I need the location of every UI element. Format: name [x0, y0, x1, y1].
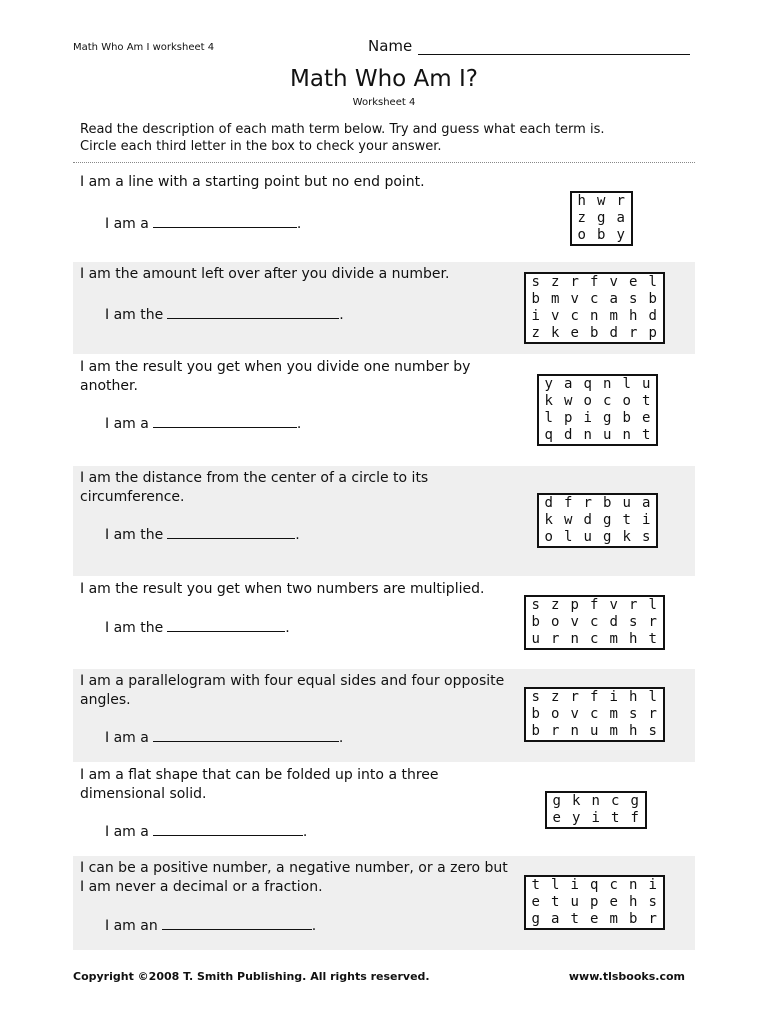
grid-row: [539, 410, 656, 427]
grid-letter[interactable]: k: [544, 393, 553, 409]
grid-letter[interactable]: l: [551, 877, 560, 893]
answer-line: [105, 413, 301, 432]
answer-blank[interactable]: [167, 617, 285, 632]
answer-prefix: I am a: [105, 730, 149, 746]
answer-blank[interactable]: [153, 213, 297, 228]
grid-letter[interactable]: r: [648, 614, 657, 630]
grid-letter[interactable]: s: [531, 597, 540, 613]
website-link[interactable]: www.tlsbooks.com: [568, 970, 685, 983]
letter-grid: [570, 191, 633, 246]
grid-row: [526, 274, 663, 291]
question-description: I am a line with a starting point but no end point.: [80, 174, 425, 190]
instruction-line: Read the description of each math term below. Try and guess what each term is.: [80, 122, 605, 137]
grid-letter[interactable]: l: [564, 529, 573, 545]
grid-letter[interactable]: i: [570, 877, 579, 893]
grid-letter[interactable]: i: [531, 308, 540, 324]
grid-letter[interactable]: z: [531, 325, 540, 341]
grid-row: [526, 894, 663, 911]
grid-letter[interactable]: f: [590, 597, 599, 613]
page-subtitle: Worksheet 4: [352, 97, 416, 108]
answer-line: [105, 915, 316, 934]
grid-letter[interactable]: n: [570, 723, 579, 739]
grid-letter[interactable]: b: [597, 227, 606, 243]
grid-letter[interactable]: w: [564, 512, 573, 528]
grid-letter[interactable]: k: [572, 793, 581, 809]
grid-letter[interactable]: m: [609, 308, 618, 324]
grid-letter[interactable]: a: [642, 495, 651, 511]
grid-letter[interactable]: n: [603, 376, 612, 392]
grid-letter[interactable]: t: [642, 427, 651, 443]
grid-letter[interactable]: l: [544, 410, 553, 426]
answer-suffix: .: [338, 730, 344, 746]
answer-prefix: I am a: [105, 216, 149, 232]
grid-letter[interactable]: r: [551, 631, 560, 647]
grid-row: [572, 227, 631, 244]
grid-letter[interactable]: e: [629, 274, 638, 290]
grid-letter[interactable]: k: [544, 512, 553, 528]
grid-row: [572, 210, 631, 227]
grid-letter[interactable]: b: [590, 325, 599, 341]
grid-letter[interactable]: h: [629, 631, 638, 647]
grid-row: [526, 308, 663, 325]
grid-letter[interactable]: m: [609, 706, 618, 722]
grid-row: [539, 512, 656, 529]
question-3: [73, 355, 695, 463]
answer-suffix: .: [302, 824, 308, 840]
grid-letter[interactable]: c: [590, 291, 599, 307]
grid-row: [526, 614, 663, 631]
grid-letter[interactable]: g: [552, 793, 561, 809]
grid-row: [539, 495, 656, 512]
grid-letter[interactable]: r: [583, 495, 592, 511]
grid-letter[interactable]: p: [564, 410, 573, 426]
grid-letter[interactable]: a: [609, 291, 618, 307]
grid-row: [526, 706, 663, 723]
grid-letter[interactable]: o: [551, 706, 560, 722]
question-description: I can be a positive number, a negative number, or a zero but I am never a decimal or a fraction.: [80, 860, 508, 895]
grid-letter[interactable]: d: [564, 427, 573, 443]
answer-prefix: I am the: [105, 527, 164, 543]
grid-letter[interactable]: b: [648, 291, 657, 307]
answer-suffix: .: [296, 216, 302, 232]
grid-letter[interactable]: q: [590, 877, 599, 893]
answer-line: [105, 213, 301, 232]
grid-row: [539, 376, 656, 393]
answer-prefix: I am a: [105, 824, 149, 840]
grid-letter[interactable]: m: [609, 723, 618, 739]
name-field[interactable]: [368, 37, 690, 55]
grid-letter[interactable]: t: [531, 877, 540, 893]
letter-grid: [524, 595, 665, 650]
grid-letter[interactable]: a: [564, 376, 573, 392]
grid-letter[interactable]: p: [590, 894, 599, 910]
grid-letter[interactable]: v: [609, 274, 618, 290]
grid-letter[interactable]: r: [551, 723, 560, 739]
answer-blank[interactable]: [153, 727, 339, 742]
question-5: [73, 577, 695, 667]
grid-letter[interactable]: c: [611, 793, 620, 809]
grid-letter[interactable]: r: [570, 689, 579, 705]
instructions: [80, 121, 700, 155]
grid-letter[interactable]: a: [616, 210, 625, 226]
grid-letter[interactable]: o: [544, 529, 553, 545]
grid-letter[interactable]: p: [570, 597, 579, 613]
grid-letter[interactable]: n: [622, 427, 631, 443]
answer-blank[interactable]: [162, 915, 312, 930]
grid-letter[interactable]: s: [629, 614, 638, 630]
question-2: [73, 262, 695, 354]
grid-letter[interactable]: n: [570, 631, 579, 647]
grid-letter[interactable]: i: [642, 512, 651, 528]
grid-letter[interactable]: t: [611, 810, 620, 826]
grid-letter[interactable]: c: [590, 614, 599, 630]
grid-letter[interactable]: q: [544, 427, 553, 443]
grid-letter[interactable]: n: [629, 877, 638, 893]
answer-prefix: I am the: [105, 307, 164, 323]
grid-row: [526, 689, 663, 706]
grid-letter[interactable]: s: [531, 689, 540, 705]
grid-letter[interactable]: h: [629, 689, 638, 705]
answer-suffix: .: [311, 918, 317, 934]
grid-letter[interactable]: b: [622, 410, 631, 426]
grid-letter[interactable]: s: [642, 529, 651, 545]
answer-suffix: .: [339, 307, 344, 323]
grid-letter[interactable]: h: [629, 723, 638, 739]
grid-letter[interactable]: f: [630, 810, 639, 826]
grid-letter[interactable]: v: [609, 597, 618, 613]
grid-letter[interactable]: a: [551, 911, 560, 927]
grid-letter[interactable]: e: [552, 810, 561, 826]
grid-letter[interactable]: e: [590, 911, 599, 927]
grid-letter[interactable]: i: [609, 689, 618, 705]
grid-letter[interactable]: u: [622, 495, 631, 511]
grid-letter[interactable]: g: [603, 529, 612, 545]
grid-letter[interactable]: p: [648, 325, 657, 341]
grid-letter[interactable]: z: [551, 689, 560, 705]
copyright-notice: Copyright ©2008 T. Smith Publishing. All rights reserved.: [73, 970, 430, 983]
grid-letter[interactable]: b: [531, 614, 540, 630]
grid-letter[interactable]: r: [648, 911, 657, 927]
grid-letter[interactable]: h: [629, 308, 638, 324]
grid-letter[interactable]: c: [590, 631, 599, 647]
grid-letter[interactable]: s: [629, 706, 638, 722]
grid-letter[interactable]: e: [531, 894, 540, 910]
grid-row: [526, 291, 663, 308]
grid-letter[interactable]: g: [597, 210, 606, 226]
answer-suffix: .: [296, 416, 302, 432]
grid-row: [572, 193, 631, 210]
grid-letter[interactable]: c: [609, 877, 618, 893]
grid-letter[interactable]: f: [564, 495, 573, 511]
grid-letter[interactable]: o: [577, 227, 586, 243]
grid-letter[interactable]: s: [629, 291, 638, 307]
question-description: I am the result you get when you divide one number by another.: [80, 359, 471, 394]
grid-letter[interactable]: i: [583, 410, 592, 426]
grid-letter[interactable]: q: [583, 376, 592, 392]
question-8: [73, 856, 695, 950]
grid-letter[interactable]: e: [570, 325, 579, 341]
grid-letter[interactable]: b: [531, 291, 540, 307]
grid-letter[interactable]: v: [551, 308, 560, 324]
answer-prefix: I am an: [105, 918, 158, 934]
answer-suffix: .: [285, 620, 290, 636]
grid-letter[interactable]: k: [551, 325, 560, 341]
dotted-divider: [73, 162, 695, 163]
grid-letter[interactable]: r: [629, 597, 638, 613]
grid-letter[interactable]: u: [583, 529, 592, 545]
grid-letter[interactable]: o: [551, 614, 560, 630]
grid-letter[interactable]: v: [570, 706, 579, 722]
answer-blank[interactable]: [153, 413, 297, 428]
letter-grid: [537, 493, 658, 548]
grid-letter[interactable]: y: [616, 227, 625, 243]
grid-letter[interactable]: u: [590, 723, 599, 739]
grid-letter[interactable]: t: [570, 911, 579, 927]
grid-letter[interactable]: c: [570, 308, 579, 324]
grid-letter[interactable]: h: [629, 894, 638, 910]
grid-letter[interactable]: c: [603, 393, 612, 409]
grid-letter[interactable]: o: [622, 393, 631, 409]
grid-letter[interactable]: e: [609, 894, 618, 910]
grid-letter[interactable]: b: [531, 723, 540, 739]
grid-letter[interactable]: u: [531, 631, 540, 647]
grid-letter[interactable]: v: [570, 291, 579, 307]
grid-letter[interactable]: w: [597, 193, 606, 209]
grid-letter[interactable]: b: [603, 495, 612, 511]
grid-letter[interactable]: u: [603, 427, 612, 443]
grid-letter[interactable]: b: [629, 911, 638, 927]
grid-letter[interactable]: l: [648, 689, 657, 705]
grid-letter[interactable]: t: [551, 894, 560, 910]
letter-grid: [524, 272, 665, 344]
grid-letter[interactable]: l: [648, 597, 657, 613]
grid-letter[interactable]: z: [551, 597, 560, 613]
answer-blank[interactable]: [153, 821, 303, 836]
grid-row: [539, 393, 656, 410]
grid-letter[interactable]: l: [648, 274, 657, 290]
grid-letter[interactable]: d: [609, 614, 618, 630]
grid-row: [547, 793, 645, 810]
grid-letter[interactable]: r: [629, 325, 638, 341]
grid-letter[interactable]: f: [590, 274, 599, 290]
grid-letter[interactable]: g: [603, 512, 612, 528]
grid-letter[interactable]: i: [591, 810, 600, 826]
grid-row: [539, 427, 656, 444]
question-1: [73, 170, 695, 260]
answer-line: [105, 617, 290, 636]
grid-letter[interactable]: n: [591, 793, 600, 809]
grid-row: [547, 810, 645, 827]
grid-letter[interactable]: t: [622, 512, 631, 528]
grid-letter[interactable]: v: [570, 614, 579, 630]
grid-letter[interactable]: d: [609, 325, 618, 341]
name-label: Name: [368, 37, 413, 55]
grid-letter[interactable]: s: [648, 723, 657, 739]
grid-letter[interactable]: k: [622, 529, 631, 545]
grid-letter[interactable]: r: [570, 274, 579, 290]
question-4: [73, 466, 695, 576]
page-title: Math Who Am I?: [290, 66, 478, 92]
grid-letter[interactable]: m: [609, 911, 618, 927]
grid-letter[interactable]: b: [531, 706, 540, 722]
grid-letter[interactable]: c: [590, 706, 599, 722]
grid-letter[interactable]: y: [572, 810, 581, 826]
grid-letter[interactable]: m: [551, 291, 560, 307]
question-description: I am a parallelogram with four equal sides and four opposite angles.: [80, 673, 505, 708]
question-description: I am the amount left over after you divide a number.: [80, 266, 450, 282]
grid-row: [526, 877, 663, 894]
question-description: I am a flat shape that can be folded up into a three dimensional solid.: [80, 767, 439, 802]
answer-blank[interactable]: [167, 524, 295, 539]
grid-letter[interactable]: y: [544, 376, 553, 392]
answer-suffix: .: [295, 527, 300, 543]
grid-letter[interactable]: w: [564, 393, 573, 409]
grid-row: [526, 723, 663, 740]
grid-letter[interactable]: h: [577, 193, 586, 209]
answer-line: [105, 524, 300, 543]
grid-row: [526, 325, 663, 342]
grid-letter[interactable]: n: [590, 308, 599, 324]
grid-letter[interactable]: g: [603, 410, 612, 426]
answer-line: [105, 727, 343, 746]
answer-prefix: I am a: [105, 416, 149, 432]
grid-row: [539, 529, 656, 546]
letter-grid: [545, 791, 647, 829]
grid-letter[interactable]: d: [544, 495, 553, 511]
grid-letter[interactable]: u: [642, 376, 651, 392]
letter-grid: [524, 687, 665, 742]
grid-letter[interactable]: d: [583, 512, 592, 528]
grid-letter[interactable]: g: [531, 911, 540, 927]
grid-letter[interactable]: u: [570, 894, 579, 910]
question-description: I am the distance from the center of a circle to its circumference.: [80, 470, 429, 505]
instruction-line: Circle each third letter in the box to check your answer.: [80, 139, 442, 154]
grid-letter[interactable]: l: [622, 376, 631, 392]
question-7: [73, 763, 695, 853]
grid-letter[interactable]: s: [531, 274, 540, 290]
grid-row: [526, 631, 663, 648]
question-6: [73, 669, 695, 762]
grid-letter[interactable]: z: [551, 274, 560, 290]
worksheet-label: Math Who Am I worksheet 4: [73, 42, 215, 53]
grid-letter[interactable]: z: [577, 210, 586, 226]
grid-letter[interactable]: r: [616, 193, 625, 209]
grid-letter[interactable]: o: [583, 393, 592, 409]
grid-letter[interactable]: s: [648, 894, 657, 910]
grid-letter[interactable]: t: [648, 631, 657, 647]
grid-row: [526, 597, 663, 614]
grid-row: [526, 911, 663, 928]
grid-letter[interactable]: i: [648, 877, 657, 893]
name-line[interactable]: [418, 40, 690, 55]
question-description: I am the result you get when two numbers are multiplied.: [80, 581, 485, 597]
grid-letter[interactable]: r: [648, 706, 657, 722]
grid-letter[interactable]: g: [630, 793, 639, 809]
grid-letter[interactable]: t: [642, 393, 651, 409]
letter-grid: [524, 875, 665, 930]
answer-line: [105, 304, 344, 323]
grid-letter[interactable]: e: [642, 410, 651, 426]
grid-letter[interactable]: n: [583, 427, 592, 443]
grid-letter[interactable]: d: [648, 308, 657, 324]
answer-prefix: I am the: [105, 620, 164, 636]
answer-blank[interactable]: [167, 304, 339, 319]
grid-letter[interactable]: m: [609, 631, 618, 647]
grid-letter[interactable]: f: [590, 689, 599, 705]
letter-grid: [537, 374, 658, 446]
answer-line: [105, 821, 307, 840]
